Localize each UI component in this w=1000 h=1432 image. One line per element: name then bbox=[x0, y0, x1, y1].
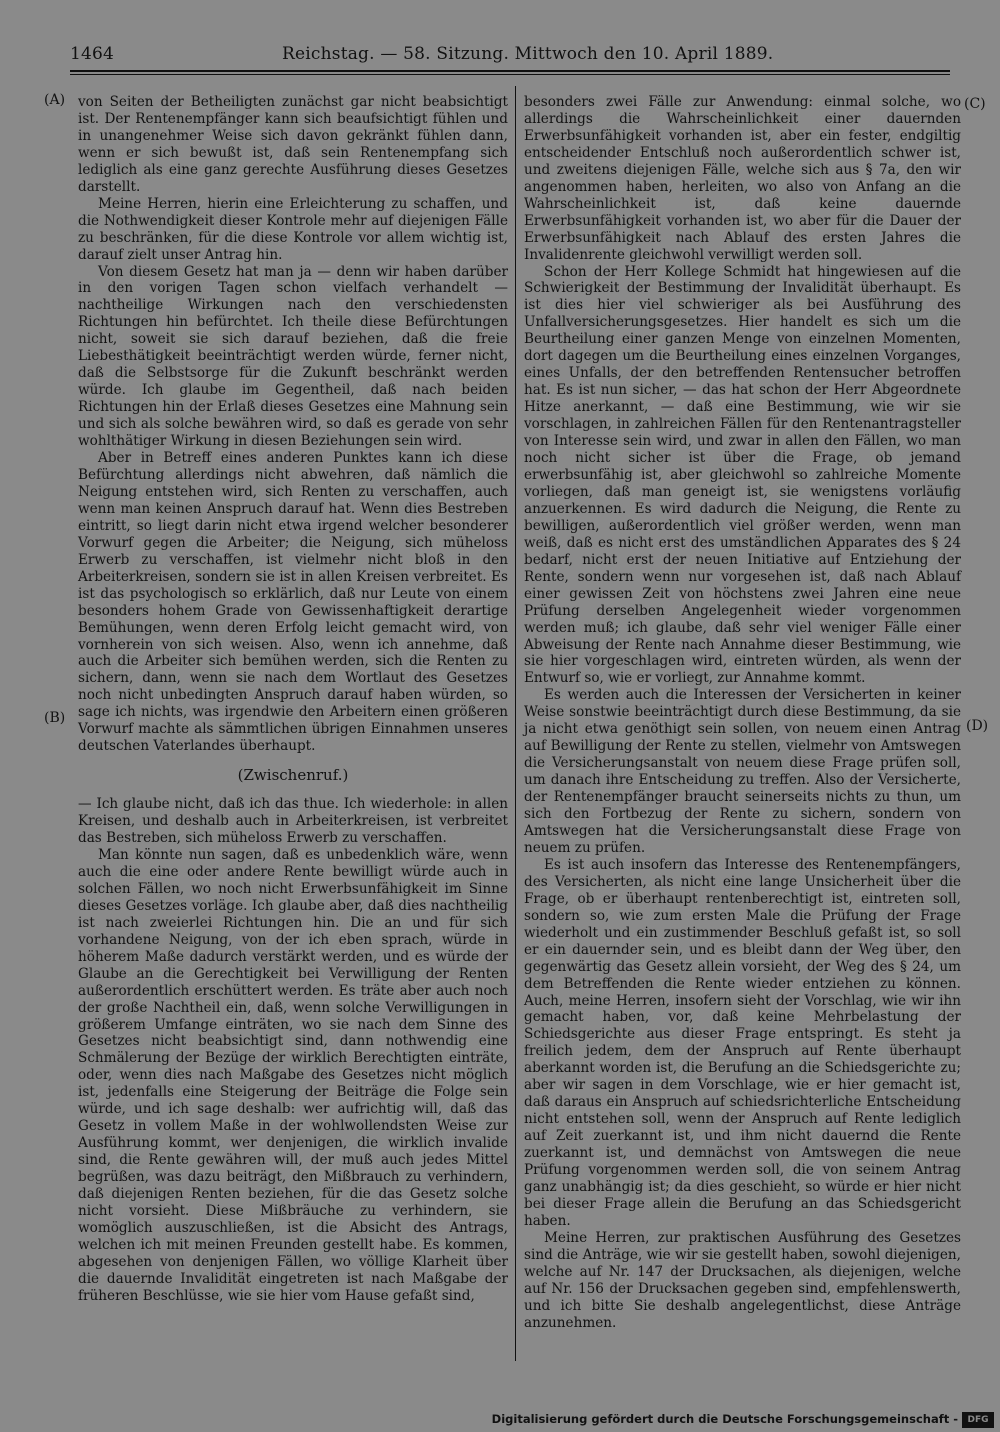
margin-marker-d: (D) bbox=[966, 718, 989, 734]
footer bbox=[0, 1404, 1000, 1432]
paragraph: Man könnte nun sagen, daß es unbedenklich wäre, wenn auch die eine oder andere Rente bewilligt würde auch in solchen Fällen, wo noch nicht Erwerbsunfähigkeit im Sinne dieses Gesetzes vorläge. Ich glaube aber, daß dies nachtheilig ist nach zweierlei Richtungen hin. Die an und für sich vorhandene Neigung, von der ich eben sprach, würde in höherem Maße dadurch verstärkt werden, und es würde der Glaube an die Gerechtigkeit bei Verwilligung der Renten außerordentlich erschüttert werden. Es träte aber auch noch der große Nachtheil ein, daß, wenn solche Verwilligungen in größerem Umfange einträten, wo sie nach dem Sinne des Gesetzes nicht beabsichtigt sind, dann nothwendig eine Schmälerung der Bezüge der wirklich Berechtigten einträte, oder, wenn dies nach Maßgabe des Gesetzes nicht möglich ist, jedenfalls eine Steigerung der Beiträge die Folge sein würde, und ich sage deshalb: wer aufrichtig will, daß das Gesetz in vollem Maße in der wohlwollendsten Weise zur Ausführung kommt, wer denjenigen, die wirklich invalide sind, die Rente gewähren will, der muß auch jedes Mittel begrüßen, was dazu beiträgt, den Mißbrauch zu verhindern, daß diejenigen Renten beziehen, für die das Gesetz solche nicht vorsieht. Diese Mißbräuche zu verhindern, sie womöglich auszuschließen, ist die Absicht des Antrags, welchen ich mit meinen Freunden gestellt habe. Es kommen, abgesehen von denjenigen Fällen, wo völlige Klarheit über die dauernde Invalidität eingetreten ist nach Maßgabe der früheren Beschlüsse, wie sie hier vom Hause gefaßt sind, bbox=[78, 846, 508, 1304]
paragraph: Es ist auch insofern das Interesse des Rentenempfängers, des Versicherten, als nicht eine lange Unsicherheit über die Frage, ob er überhaupt rentenberechtigt ist, eintreten soll, sondern so, wie zum ersten Male die Prüfung der Frage wiederholt und ein zustimmender Beschluß gefaßt ist, so soll er ein dauernder sein, und es bleibt dann der Weg über, den gegenwärtig das Gesetz allein vorsieht, der Weg des § 24, um dem Betreffenden die Rente wieder entziehen zu können. Auch, meine Herren, insofern sieht der Vorschlag, wie wir ihn gemacht haben, vor, daß keine Mehrbelastung der Schiedsgerichte aus dieser Frage entspringt. Es steht ja freilich jedem, dem der Anspruch auf Rente überhaupt aberkannt worden ist, die Berufung an die Schiedsgerichte zu; aber wir sagen in dem Vorschlage, wie er hier gemacht ist, daß daraus ein Anspruch auf schiedsrichterliche Entscheidung nicht entstehen soll, wenn der Anspruch auf Rente lediglich auf Zeit zuerkannt ist, und ihm nicht dauernd die Rente zuerkannt ist, und demnächst von Amtswegen die neue Prüfung vorgenommen werden soll, die von seinem Antrag ganz unabhängig ist; da dies geschieht, so würde er hier nicht bei dieser Frage allein die Berufung an das Schiedsgericht haben. bbox=[524, 856, 961, 1229]
header-rule-thin bbox=[70, 74, 950, 75]
paragraph: Aber in Betreff eines anderen Punktes kann ich diese Befürchtung allerdings nicht abwehren, daß nämlich die Neigung entstehen wird, sich Renten zu verschaffen, auch wenn man keinen Anspruch darauf hat. Wenn dies Bestreben eintritt, so liegt darin nicht etwa irgend welcher besonderer Vorwurf gegen die Arbeiter; die Neigung, sich müheloss Erwerb zu verschaffen, ist vielmehr nicht bloß in den Arbeiterkreisen, sondern sie ist in allen Kreisen verbreitet. Es ist das psychologisch so erklärlich, daß nur Leute von einem besonders hohem Grade von Gewissenhaftigkeit derartige Bemühungen, wenn deren Erfolg leicht gemacht wird, von vornherein von sich weisen. Also, wenn ich annehme, daß auch die Arbeiter sich bemühen werden, sich die Renten zu sichern, dann, wenn sie nach dem Wortlaut des Gesetzes noch nicht unbedingten Anspruch darauf haben würden, so sage ich nichts, was irgendwie den Arbeitern einen größeren Vorwurf machte als sämmtlichen übrigen Einnahmen unseres deutschen Vaterlandes überhaupt. bbox=[78, 450, 508, 755]
paragraph: Es werden auch die Interessen der Versicherten in keiner Weise sonstwie beeinträchtigt durch diese Bestimmung, da sie ja nicht etwa genöthigt sein sollen, von neuem einen Antrag auf Bewilligung der Rente zu stellen, vielmehr von Amtswegen die Versicherungsanstalt von neuem diese Frage prüfen soll, um danach ihre Entscheidung zu treffen. Also der Versicherte, der Rentenempfänger braucht seinerseits nichts zu thun, um sich den Fortbezug der Rente zu sichern, sondern von Amtswegen hat die Versicherungsanstalt diese Frage von neuem zu prüfen. bbox=[524, 687, 961, 856]
digitization-credit: Digitalisierung gefördert durch die Deutsche Forschungsgemeinschaft - bbox=[491, 1412, 958, 1426]
paragraph: — Ich glaube nicht, daß ich das thue. Ich wiederhole: in allen Kreisen, und deshalb auch in Arbeiterkreisen, ist verbreitet das Bestreben, sich müheloss Erwerb zu verschaffen. bbox=[78, 796, 508, 847]
paragraph: von Seiten der Betheiligten zunächst gar nicht beabsichtigt ist. Der Rentenempfänger kann sich beaufsichtigt fühlen und in unangenehmer Weise sich davon gekränkt fühlen dann, wenn er sich bewußt ist, daß sein Rentenempfang sich lediglich als eine ganz gerechte Ausführung dieses Gesetzes darstellt. bbox=[78, 94, 508, 195]
header-rule bbox=[70, 70, 950, 72]
paragraph: besonders zwei Fälle zur Anwendung: einmal solche, wo allerdings die Wahrscheinlichkeit einer dauernden Erwerbsunfähigkeit vorhanden ist, aber ein fester, endgiltig entscheidender Entschluß noch außerordentlich schwer ist, und zweitens diejenigen Fälle, welche sich aus § 7a, den wir angenommen haben, herleiten, wo also von Anfang an die Wahrscheinlichkeit ist, daß keine dauernde Erwerbsunfähigkeit vorhanden ist, wo aber für die Dauer der Erwerbsunfähigkeit nach Ablauf des ersten Jahres die Invalidenrente gleichwohl verwilligt werden soll. bbox=[524, 94, 961, 263]
interjection: (Zwischenruf.) bbox=[237, 766, 349, 785]
paragraph: Meine Herren, zur praktischen Ausführung des Gesetzes sind die Anträge, wie wir sie gestellt haben, sowohl diejenigen, welche auf Nr. 147 der Drucksachen, als diejenigen, welche auf Nr. 156 der Drucksachen gegeben sind, empfehlenswerth, und ich bitte Sie deshalb angelegentlichst, diese Anträge anzunehmen. bbox=[524, 1229, 961, 1331]
dfg-logo: DFG bbox=[962, 1412, 994, 1428]
column-divider bbox=[515, 86, 516, 1361]
margin-marker-c: (C) bbox=[964, 96, 986, 112]
paragraph: Schon der Herr Kollege Schmidt hat hingewiesen auf die Schwierigkeit der Bestimmung der Invalidität überhaupt. Es ist dies hier viel schwieriger als bei Ausführung des Unfallversicherungsgesetzes. Hier handelt es sich um die Beurtheilung einer ganzen Menge von einzelnen Momenten, dort dagegen um die Beurtheilung eines einzelnen Vorganges, eines Unfalls, der den betreffenden Rentensucher betroffen hat. Es ist nun sicher, — das hat schon der Herr Abgeordnete Hitze anerkannt, — daß eine Bestimmung, wie wir sie vorschlagen, in zahlreichen Fällen für den Rentenantragsteller von Interesse sein wird, und zwar in allen den Fällen, wo man noch nicht sicher ist über die Frage, ob jemand erwerbsunfähig ist, aber gleichwohl so zahlreiche Momente vorliegen, daß man geneigt ist, sie wenigstens vorläufig anzuerkennen. Es wird dadurch die Neigung, die Rente zu bewilligen, außerordentlich viel größer werden, wenn man weiß, daß es nicht erst des umständlichen Apparates des § 24 bedarf, nicht erst der neuen Initiative auf Entziehung der Rente, sondern wenn nur vorgesehen ist, daß nach Ablauf einer gewissen Zeit von höchstens zwei Jahren eine neue Prüfung derselben Angelegenheit wieder vorgenommen werden muß; ich glaube, daß sehr viel weniger Fälle einer Abweisung der Rente nach Annahme dieser Bestimmung, wie sie hier vorgeschlagen wird, eintreten würden, als wenn der Entwurf so, wie er vorliegt, zur Annahme kommt. bbox=[524, 263, 961, 687]
right-column bbox=[524, 94, 961, 1332]
margin-marker-b: (B) bbox=[44, 710, 66, 726]
paragraph: Meine Herren, hierin eine Erleichterung zu schaffen, und die Nothwendigkeit dieser Kontrole mehr auf diejenigen Fälle zu beschränken, für die diese Kontrole vor allem wichtig ist, darauf zielt unser Antrag hin. bbox=[78, 195, 508, 263]
margin-marker-a: (A) bbox=[44, 92, 66, 108]
running-header bbox=[70, 44, 940, 68]
paragraph: Von diesem Gesetz hat man ja — denn wir haben darüber in den vorigen Tagen schon vielfach verhandelt — nachtheilige Wirkungen nach den verschiedensten Richtungen hin befürchtet. Ich theile diese Befürchtungen nicht, soweit sie sich darauf beziehen, daß die freie Liebesthätigkeit beeinträchtigt werden würde, ferner nicht, daß die Selbstsorge für die Zukunft beschränkt werden würde. Ich glaube im Gegentheil, daß nach beiden Richtungen hin der Erlaß dieses Gesetzes eine Mahnung sein und sich als solche bewähren wird, so daß es gerade von sehr wohlthätiger Wirkung in diesen Beziehungen sein wird. bbox=[78, 263, 508, 450]
left-column bbox=[78, 94, 508, 1305]
page-number: 1464 bbox=[70, 44, 115, 64]
running-title: Reichstag. — 58. Sitzung. Mittwoch den 10. April 1889. bbox=[282, 44, 774, 64]
